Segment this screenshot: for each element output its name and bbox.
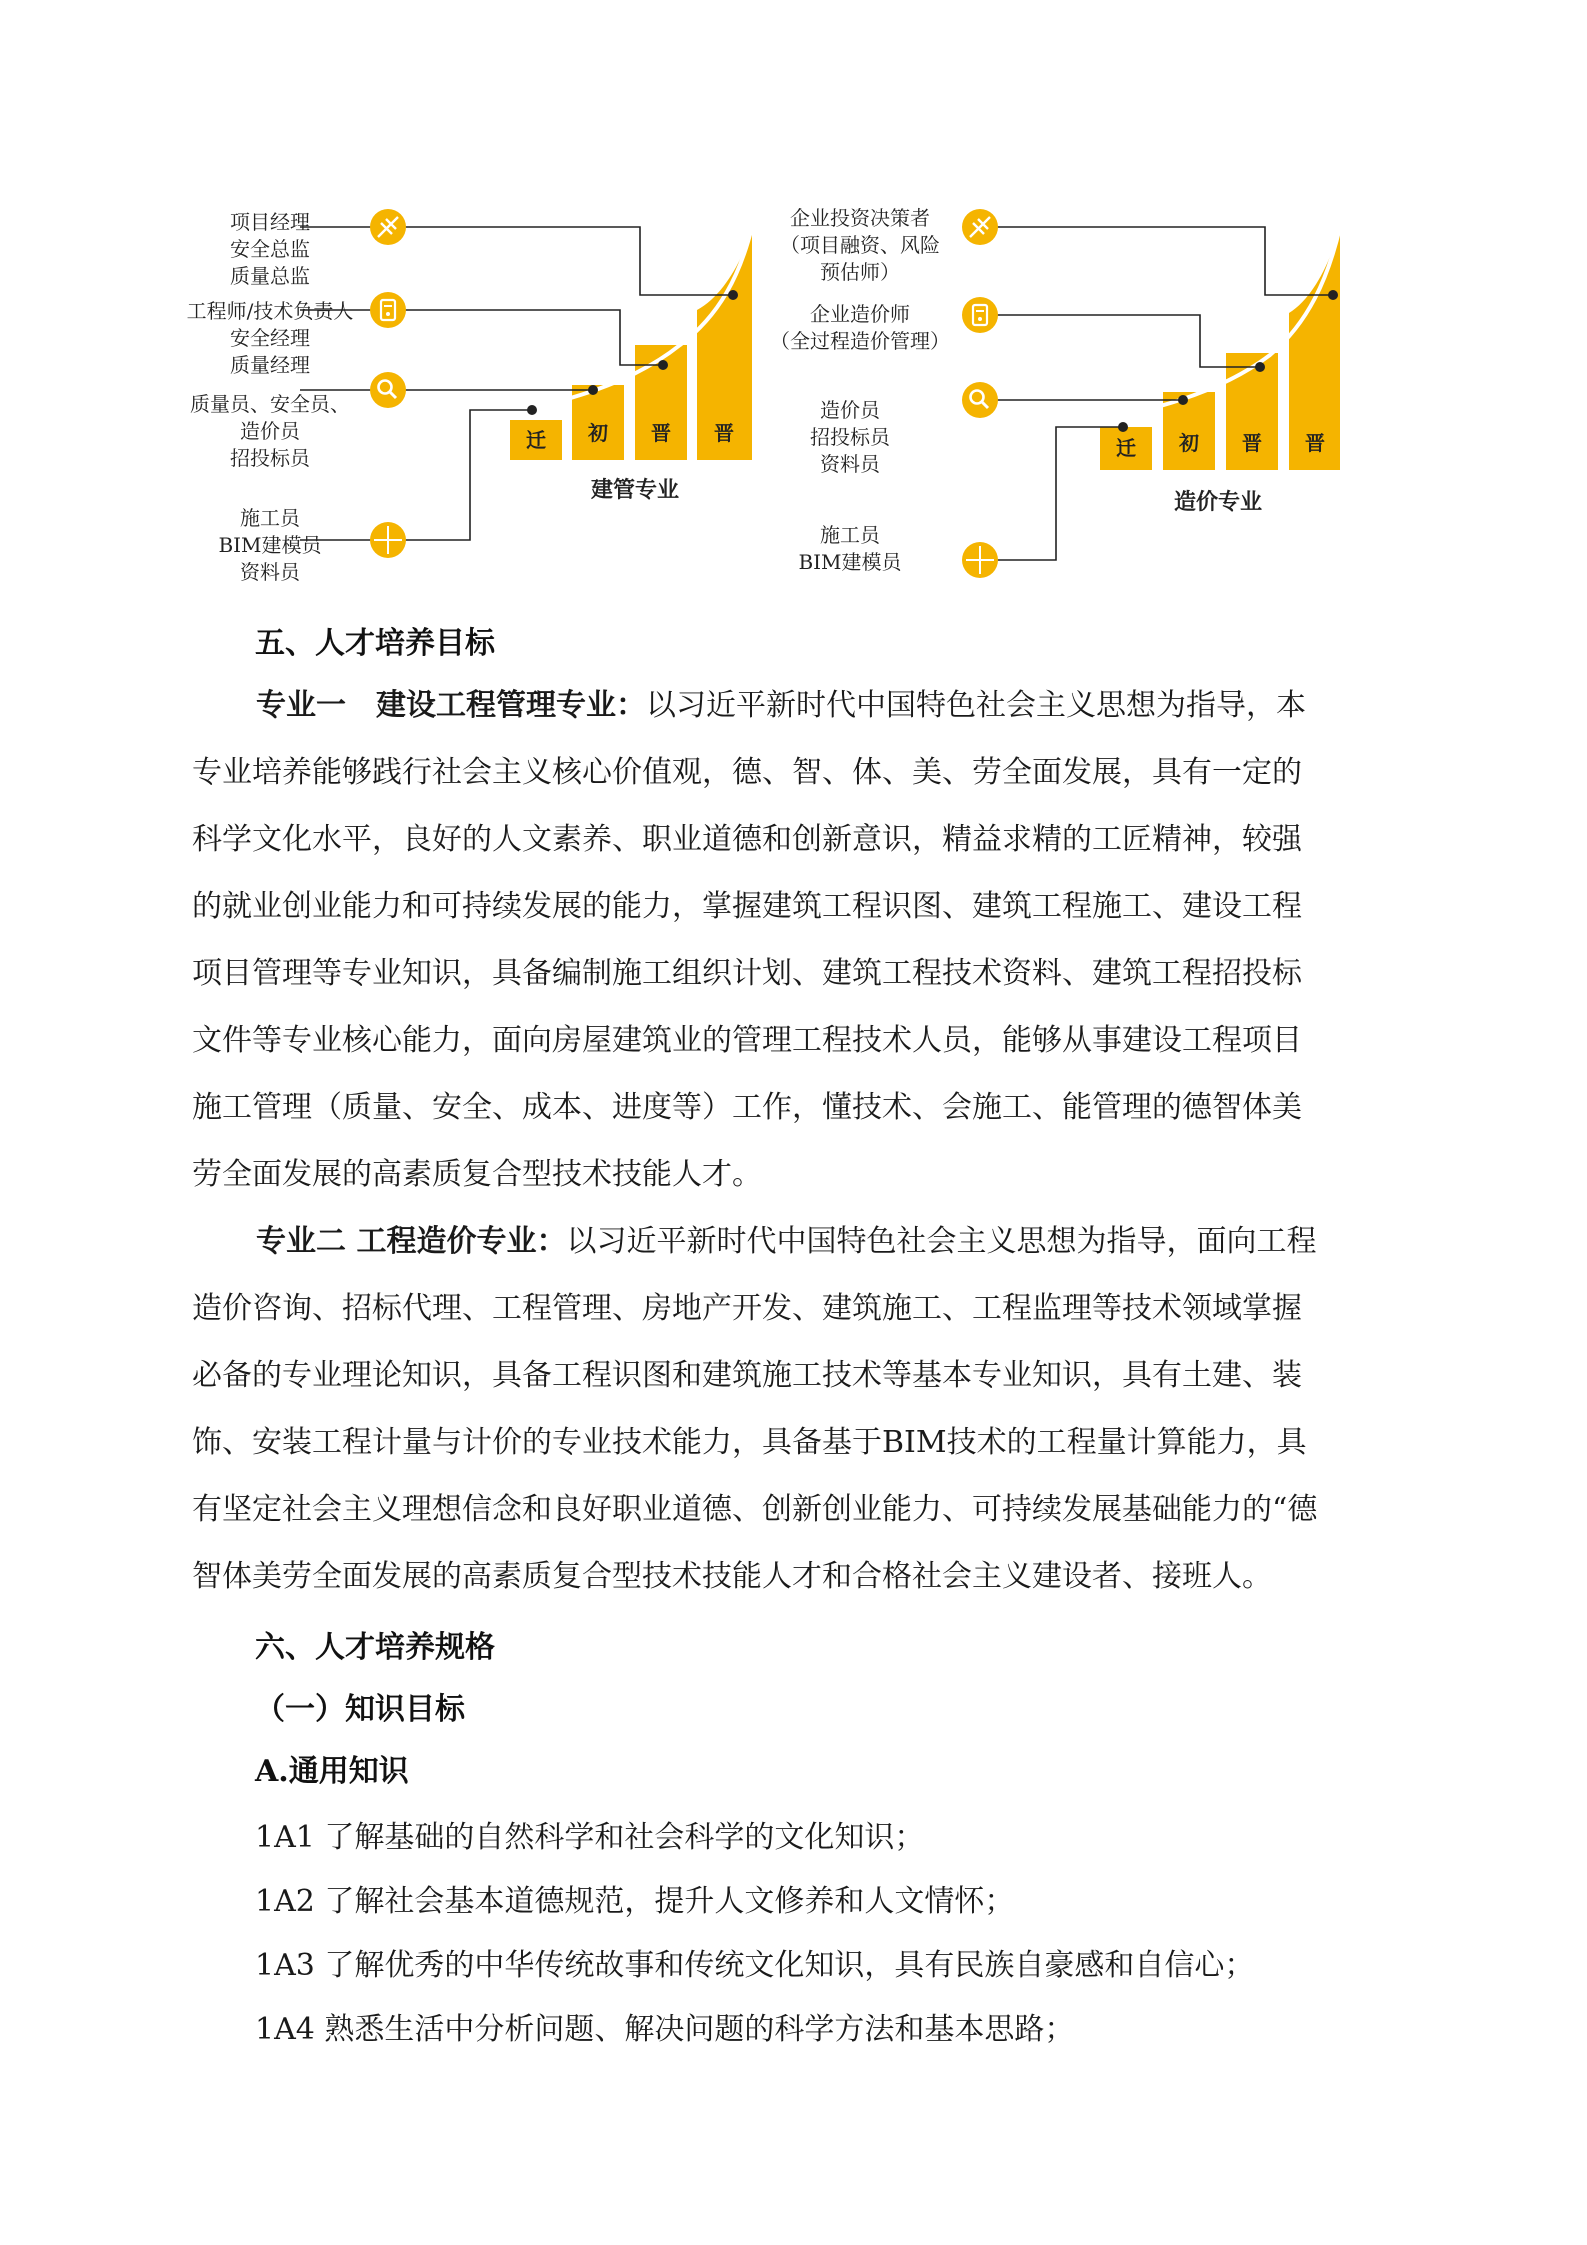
level-label: 企业投资决策者 （项目融资、风险 预估师） xyxy=(780,206,940,284)
level-label: 造价员 招投标员 资料员 xyxy=(810,398,890,476)
list-item: 1A3 了解优秀的中华传统故事和传统文化知识，具有民族自豪感和自信心； xyxy=(255,1948,1255,1983)
step-label: 初 xyxy=(1179,431,1199,455)
diagram-caption: 建管专业 xyxy=(590,477,680,503)
general-knowledge-heading: A.通用知识 xyxy=(255,1754,409,1789)
level-label: 企业造价师 （全过程造价管理） xyxy=(770,302,950,353)
major1-paragraph: 专业一 建设工程管理专业：以习近平新时代中国特色社会主义思想为指导，本 专业培养能够践行社会主义核心价值观，德、智、体、美、劳全面发展，具有一定的 科学文化水平，良好的人文素养、职业道德和创新意识，精益求精的工匠精神，较强 的就业创业能力和可持续发展的能力，掌握建筑工程识图、建筑工程施工、建设工程 项目管理等专业知识，具备编制施工组织计划、建筑工程技术资料、建筑工程招投标 文件等专业核心能力，面向房屋建筑业的管理工程技术人员，能够从事建设工程项目 施工管理（质量、安全、成本、进度等）工作，懂技术、会施工、能管理的德智体美 劳全面发展的高素质复合型技术技能人才。 xyxy=(192,688,1306,1192)
section6-heading: 六、人才培养规格 xyxy=(255,1630,495,1665)
level-label: 工程师/技术负责人 安全经理 质量经理 xyxy=(186,299,354,377)
step-label: 晋 xyxy=(1305,431,1325,455)
step-label: 晋 xyxy=(651,421,671,445)
step-label: 迁 xyxy=(1116,436,1136,460)
career-diagram-cost xyxy=(760,195,1520,595)
level-label: 质量员、安全员、 造价员 招投标员 xyxy=(190,392,350,470)
level-label: 项目经理 安全总监 质量总监 xyxy=(230,210,310,288)
list-item: 1A2 了解社会基本道德规范，提升人文修养和人文情怀； xyxy=(255,1884,1015,1919)
level-label: 施工员 BIM建模员 资料员 xyxy=(218,506,322,584)
major2-paragraph: 专业二 工程造价专业：以习近平新时代中国特色社会主义思想为指导，面向工程 造价咨询、招标代理、工程管理、房地产开发、建筑施工、工程监理等技术领域掌握 必备的专业理论知识，具备工程识图和建筑施工技术等基本专业知识，具有土建、装 饰、安装工程计量与计价的专业技术能力，具备基于BIM技术的工程量计算能力，具 有坚定社会主义理想信念和良好职业道德、创新创业能力、可持续发展基础能力的“德 智体美劳全面发展的高素质复合型技术技能人才和合格社会主义建设者、接班人。 xyxy=(192,1224,1318,1594)
step-label: 晋 xyxy=(1242,431,1262,455)
step-label: 初 xyxy=(588,421,608,445)
major1-title: 专业一 建设工程管理专业： xyxy=(256,688,646,723)
step-label: 晋 xyxy=(714,421,734,445)
level-label: 施工员 BIM建模员 xyxy=(798,523,902,574)
section5-heading: 五、人才培养目标 xyxy=(255,626,495,661)
major2-title: 专业二 工程造价专业： xyxy=(256,1224,567,1259)
step-label: 迁 xyxy=(526,428,546,452)
list-item: 1A4 熟悉生活中分析问题、解决问题的科学方法和基本思路； xyxy=(255,2012,1075,2047)
diagram-caption: 造价专业 xyxy=(1173,489,1263,515)
list-item: 1A1 了解基础的自然科学和社会科学的文化知识； xyxy=(255,1820,925,1855)
knowledge-goals-heading: （一）知识目标 xyxy=(255,1692,465,1727)
